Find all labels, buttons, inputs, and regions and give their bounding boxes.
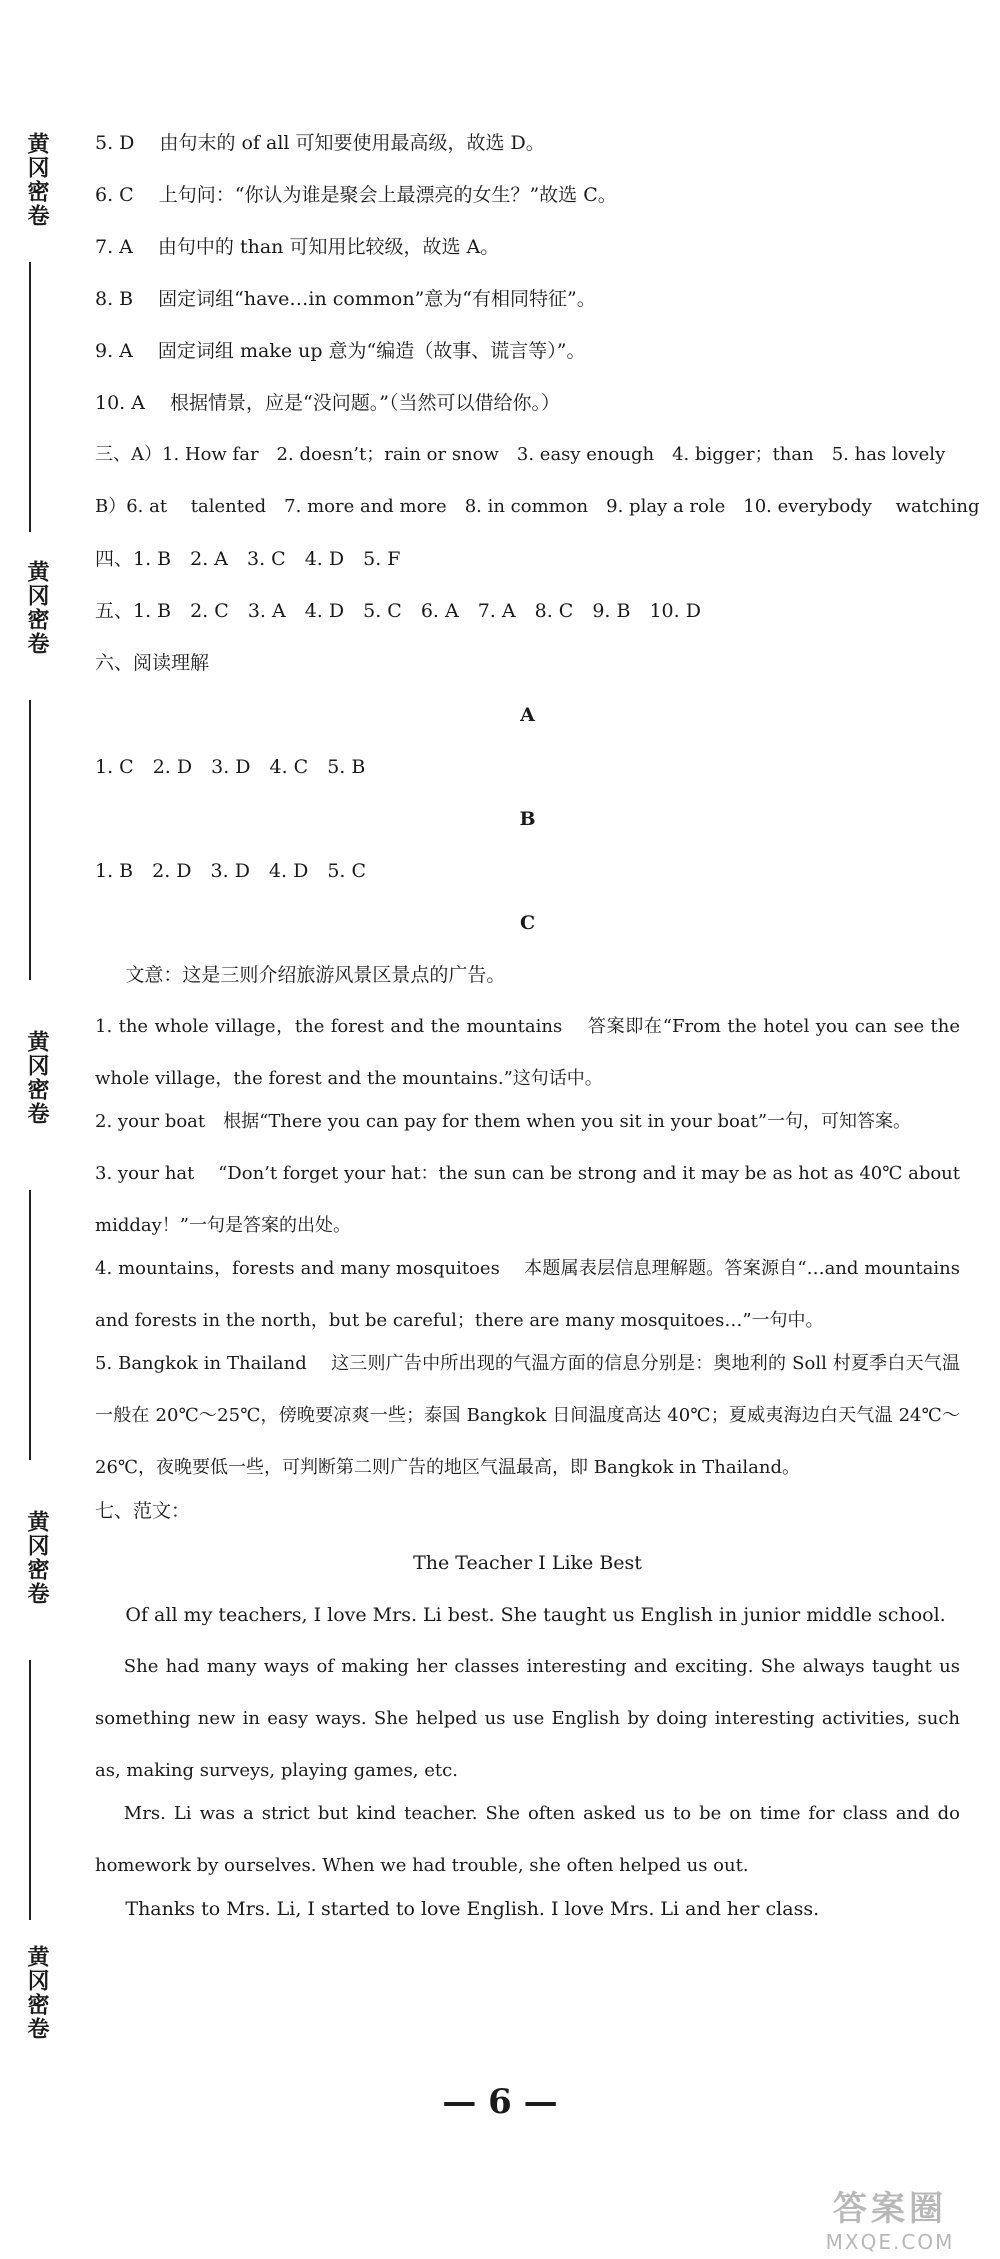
side-divider xyxy=(29,1190,31,1460)
essay-paragraph: Mrs. Li was a strict but kind teacher. She often asked us to be on time for class and do homework by ourselves. When we had trouble, she often helped us out. xyxy=(95,1803,960,1876)
answer-line: 6. C 上句问：“你认为谁是聚会上最漂亮的女生？”故选 C。 xyxy=(95,184,617,206)
answer-line: 五、1. B 2. C 3. A 4. D 5. C 6. A 7. A 8. C 9. B 10. D xyxy=(95,600,701,622)
passage-label: B xyxy=(519,808,536,830)
answer-line: 8. B 固定词组“have…in common”意为“有相同特征”。 xyxy=(95,288,596,310)
passage-label: C xyxy=(519,912,536,934)
answer-line: 1. B 2. D 3. D 4. D 5. C xyxy=(95,860,367,882)
answer-line: 5. Bangkok in Thailand 这三则广告中所出现的气温方面的信息分别是：奥地利的 Soll 村夏季白天气温一般在 20℃～25℃，傍晚要凉爽一些；泰国 Bangkok 日间温度高达 40℃；夏威夷海边白天气温 24℃～26℃，夜晚要低一些，可判断第二则广告的地区气温最高，即 Bangkok in Thailand。 xyxy=(95,1353,960,1478)
page-number: — 6 — xyxy=(442,2082,558,2122)
side-divider xyxy=(29,700,31,980)
side-divider xyxy=(29,1660,31,1920)
watermark-text: 答案圈 xyxy=(833,2189,947,2229)
essay-paragraph: Thanks to Mrs. Li, I started to love English. I love Mrs. Li and her class. xyxy=(125,1898,820,1920)
essay-paragraph: She had many ways of making her classes interesting and exciting. She always taught us something new in easy ways. She helped us use English by doing interesting activities, such as, making surveys, playing games, etc. xyxy=(95,1656,960,1781)
side-mark: 黄冈密卷 xyxy=(24,1945,49,2041)
answer-line: 5. D 由句末的 of all 可知要使用最高级，故选 D。 xyxy=(95,132,545,154)
passage-summary: 文意：这是三则介绍旅游风景区景点的广告。 xyxy=(125,964,506,986)
passage-label: A xyxy=(520,704,535,726)
answer-line: 4. mountains，forests and many mosquitoes 本题属表层信息理解题。答案源自“…and mountains and forests in the north，but be careful；there are many mosquitoes…”一句中。 xyxy=(95,1258,960,1331)
essay-title: The Teacher I Like Best xyxy=(413,1552,642,1574)
answer-line: 3. your hat “Don’t forget your hat：the sun can be strong and it may be as hot as 40℃ about midday！”一句是答案的出处。 xyxy=(95,1163,960,1236)
answer-line: 10. A 根据情景，应是“没问题。”（当然可以借给你。） xyxy=(95,392,560,414)
answer-content xyxy=(95,130,980,1948)
side-mark: 黄冈密卷 xyxy=(24,560,49,656)
watermark-logo xyxy=(790,2181,990,2254)
answer-line: 9. A 固定词组 make up 意为“编造（故事、谎言等）”。 xyxy=(95,340,586,362)
section-heading: 七、范文： xyxy=(95,1500,191,1522)
side-mark: 黄冈密卷 xyxy=(24,1510,49,1606)
answer-line: 1. the whole village，the forest and the mountains 答案即在“From the hotel you can see the whole village，the forest and the mountains.”这句话中。 xyxy=(95,1016,960,1089)
essay-paragraph: Of all my teachers, I love Mrs. Li best. She taught us English in junior middle school. xyxy=(125,1604,946,1626)
answer-line: 三、A）1. How far 2. doesn’t；rain or snow 3. easy enough 4. bigger；than 5. has lovely xyxy=(95,444,946,465)
answer-line: 2. your boat 根据“There you can pay for them when you sit in your boat”一句，可知答案。 xyxy=(95,1111,912,1132)
answer-line: 7. A 由句中的 than 可知用比较级，故选 A。 xyxy=(95,236,500,258)
answer-line: 1. C 2. D 3. D 4. C 5. B xyxy=(95,756,366,778)
section-heading: 六、阅读理解 xyxy=(95,652,210,674)
watermark-url: MXQE.COM xyxy=(825,2230,955,2254)
answer-line: 四、1. B 2. A 3. C 4. D 5. F xyxy=(95,548,401,570)
side-mark: 黄冈密卷 xyxy=(24,132,49,228)
side-divider xyxy=(29,262,31,532)
answer-line: B）6. at talented 7. more and more 8. in common 9. play a role 10. everybody watching xyxy=(95,496,980,517)
side-mark: 黄冈密卷 xyxy=(24,1030,49,1126)
